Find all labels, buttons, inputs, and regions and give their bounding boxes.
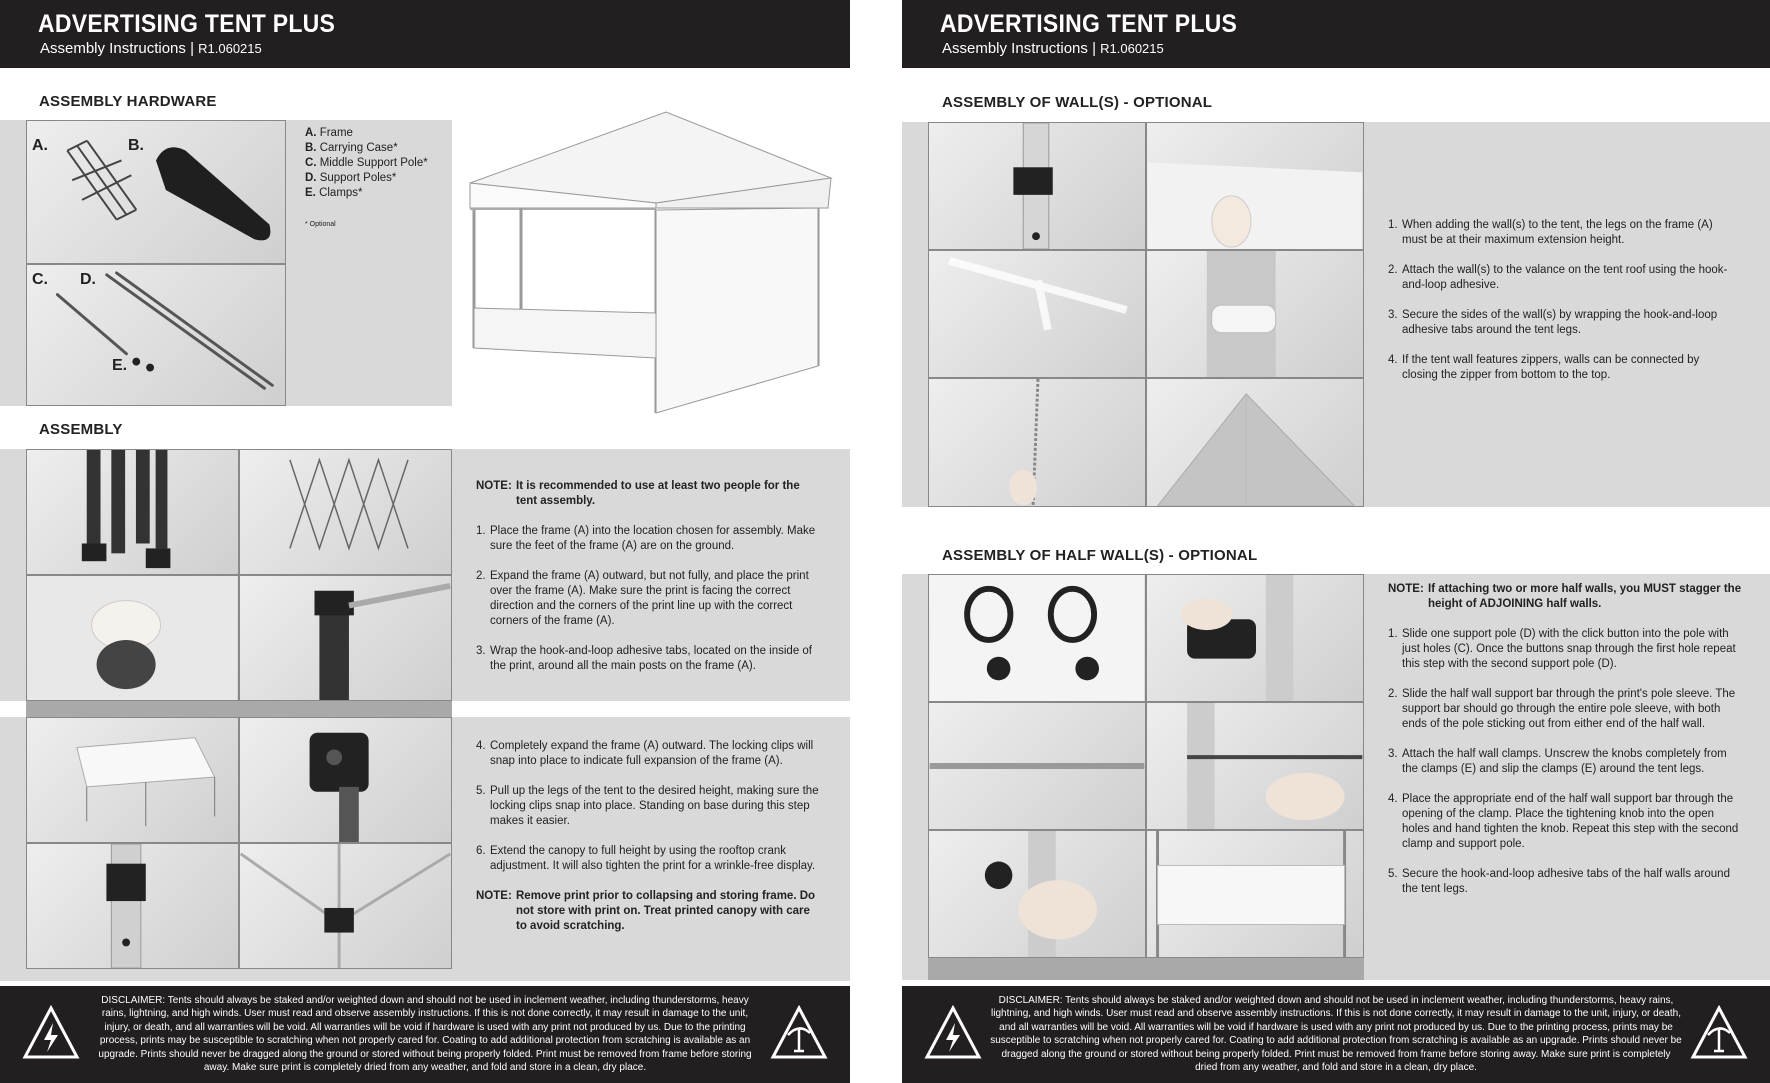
wrapped-leg-photo <box>1146 250 1364 378</box>
hardware-item: D. Support Poles* <box>305 172 397 184</box>
page-title: ADVERTISING TENT PLUS <box>940 10 1238 38</box>
assembly-step: 5. Pull up the legs of the tent to the desired height, making sure the locking clips snap into place. Standing on base during this step makes it easier. <box>476 785 819 827</box>
valance-attach-photo <box>1146 122 1364 250</box>
assembly-step: 1. Place the frame (A) into the location chosen for assembly. Make sure the feet of the frame (A) are on the ground. <box>476 525 816 552</box>
half-wall-step: 4. Place the appropriate end of the half wall support bar through the opening of the clamp. Place the tightening knob into the open holes and hand tighten the knob. Repeat this step with the second clamp and support pole. <box>1388 793 1739 850</box>
wall-corner-photo <box>1146 378 1364 507</box>
frame-feet-photo <box>26 449 239 575</box>
assembly-step: 4. Completely expand the frame (A) outward. The locking clips will snap into place to indicate full expansion of the frame (A). <box>476 740 814 767</box>
hardware-letter-d: D. <box>80 271 96 288</box>
page-header <box>902 0 1770 68</box>
half-wall-note: NOTE: If attaching two or more half walls, you MUST stagger the height of ADJOINING half walls. <box>1388 583 1742 610</box>
lightning-warning-icon <box>22 1005 80 1061</box>
section-heading-walls: ASSEMBLY OF WALL(S) - OPTIONAL <box>942 94 1213 111</box>
rooftop-crank-photo <box>239 843 452 969</box>
clamps-photo <box>928 574 1146 702</box>
tighten-knob-photo <box>928 830 1146 958</box>
tent-illustration <box>466 108 836 418</box>
wall-step: 2. Attach the wall(s) to the valance on the tent roof using the hook-and-loop adhesive. <box>1388 264 1728 291</box>
leg-clip-photo <box>26 843 239 969</box>
section-heading-half-walls: ASSEMBLY OF HALF WALL(S) - OPTIONAL <box>942 547 1258 564</box>
assembly-steps-2 <box>476 739 821 949</box>
hardware-letter-e: E. <box>112 357 128 374</box>
wall-steps <box>1388 218 1738 398</box>
storage-note: NOTE: Remove print prior to collapsing and storing frame. Do not store with print on. Treat printed canopy with care to avoid scratching. <box>476 890 816 932</box>
subtitle-separator: | <box>190 40 194 57</box>
assembly-step: 3. Wrap the hook-and-loop adhesive tabs, located on the inside of the print, around all the main posts on the frame (A). <box>476 645 812 672</box>
half-wall-step: 2. Slide the half wall support bar through the print's pole sleeve. The support bar should go through the entire pole sleeve, with both ends of the pole sticking out from either end of the half wall. <box>1388 688 1736 730</box>
clamp-on-leg-photo <box>1146 574 1364 702</box>
expanded-frame-photo <box>239 449 452 575</box>
subtitle-text: Assembly Instructions <box>40 40 186 57</box>
hardware-item: B. Carrying Case* <box>305 142 398 154</box>
place-print-photo <box>26 575 239 701</box>
right-page <box>902 0 1770 1083</box>
version-label: R1.060215 <box>1100 41 1164 56</box>
assembly-step: 6. Extend the canopy to full height by using the rooftop crank adjustment. It will also tighten the print for a wrinkle-free display. <box>476 845 816 872</box>
lightning-warning-icon <box>924 1005 982 1061</box>
finished-half-wall-photo <box>1146 830 1364 958</box>
leg-extension-photo <box>928 122 1146 250</box>
optional-note: * Optional <box>305 221 336 228</box>
hardware-letter-b: B. <box>128 137 144 154</box>
section-heading-hardware: ASSEMBLY HARDWARE <box>39 93 217 110</box>
hardware-list <box>305 126 428 201</box>
hardware-letter-a: A. <box>32 137 48 154</box>
page-subtitle <box>40 40 262 57</box>
hardware-item: A. Frame <box>305 127 353 139</box>
wind-warning-icon <box>1690 1005 1748 1061</box>
half-wall-steps <box>1388 582 1743 912</box>
subtitle-separator: | <box>1092 40 1096 57</box>
locking-clip-photo <box>239 717 452 843</box>
wall-step: 3. Secure the sides of the wall(s) by wrapping the hook-and-loop adhesive tabs around the tent legs. <box>1388 309 1718 336</box>
half-wall-step: 5. Secure the hook-and-loop adhesive tabs of the half walls around the tent legs. <box>1388 868 1730 895</box>
zipper-photo <box>928 378 1146 507</box>
fully-expanded-frame-photo <box>26 717 239 843</box>
half-wall-step: 3. Attach the half wall clamps. Unscrew the knobs completely from the clamps (E) and slip the clamps (E) around the tent legs. <box>1388 748 1727 775</box>
wall-step: 1. When adding the wall(s) to the tent, the legs on the frame (A) must be at their maximum extension height. <box>1388 219 1713 246</box>
band-separator <box>26 701 452 717</box>
frame-and-case-photo <box>26 120 286 264</box>
disclaimer-text: DISCLAIMER: Tents should always be staked and/or weighted down and should not be used in inclement weather, including thunderstorms, heavy rains, lightning, and high winds. User must read and observe assembly instructions. If this is not done correctly, it may result in damage to the unit, injury, or death, and all warranties will be void. All warranties will be void if hardware is used with any print not produced by us. Due to the printing process, prints may be susceptible to scratching when not properly cared for. Coating to add additional protection from scratching is available as an upgrade. Prints should never be dragged along the ground or stored without being properly folded. Print must be removed from frame before storing away. Make sure print is completely dried from any weather, and fold and store in a clean, dry place. <box>990 995 1682 1074</box>
page-subtitle <box>942 40 1164 57</box>
page-header <box>0 0 850 68</box>
subtitle-text: Assembly Instructions <box>942 40 1088 57</box>
wind-warning-icon <box>770 1005 828 1061</box>
wrap-tabs-photo <box>239 575 452 701</box>
disclaimer-text: DISCLAIMER: Tents should always be staked and/or weighted down and should not be used in inclement weather, including thunderstorms, heavy rains, lightning, and high winds. User must read and observe assembly instructions. If this is not done correctly, it may result in damage to the unit, injury, or death, and all warranties will be void. All warranties will be void if hardware is used with any print not produced by us. Due to the printing process, prints may be susceptible to scratching when not properly cared for. Coating to add additional protection from scratching is available as an upgrade. Prints should never be dragged along the ground or stored without being properly folded. Print must be removed from frame before storing away. Make sure print is completely dried from any weather, and fold and store in a clean, dry place. <box>98 995 752 1074</box>
hardware-letter-c: C. <box>32 271 48 288</box>
assembly-step: 2. Expand the frame (A) outward, but not fully, and place the print over the frame (A). Make sure the print is facing the correct direction and the corners of the print line up with the correct corners of the frame (A). <box>476 570 809 627</box>
wall-step: 4. If the tent wall features zippers, walls can be connected by closing the zipper from bottom to the top. <box>1388 354 1700 381</box>
support-pole-photo <box>928 702 1146 830</box>
left-page <box>0 0 850 1083</box>
section-heading-assembly: ASSEMBLY <box>39 421 123 438</box>
hardware-item: C. Middle Support Pole* <box>305 157 428 169</box>
poles-and-clamps-photo <box>26 264 286 406</box>
slide-support-bar-photo <box>1146 702 1364 830</box>
half-wall-step: 1. Slide one support pole (D) with the click button into the pole with just holes (C). Once the buttons snap through the first hole repeat this step with the second support pole (D). <box>1388 628 1736 670</box>
hardware-item: E. Clamps* <box>305 187 363 199</box>
assembly-note: NOTE: It is recommended to use at least two people for the tent assembly. <box>476 480 800 507</box>
version-label: R1.060215 <box>198 41 262 56</box>
band-separator <box>928 958 1364 980</box>
hook-loop-tabs-photo <box>928 250 1146 378</box>
disclaimer-footer <box>902 986 1770 1083</box>
assembly-steps-1 <box>476 479 821 689</box>
disclaimer-footer <box>0 986 850 1083</box>
page-title: ADVERTISING TENT PLUS <box>38 10 336 38</box>
